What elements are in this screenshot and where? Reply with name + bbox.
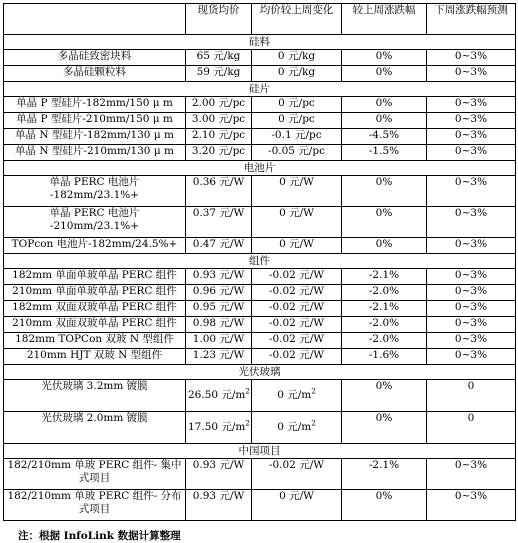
weekly-pct: 0% — [342, 66, 427, 82]
forecast: 0 — [427, 412, 516, 444]
forecast: 0~3% — [427, 301, 516, 317]
spot-price-value: 17.50 元/m — [188, 421, 246, 433]
table-row — [4, 66, 516, 82]
product-name: 182mm 双面双玻单晶 PERC 组件 — [4, 301, 186, 317]
forecast: 0~3% — [427, 66, 516, 82]
spot-price: 0.93 元/W — [186, 459, 252, 490]
table-row — [4, 285, 516, 301]
forecast: 0~3% — [427, 145, 516, 161]
weekly-change: -0.02 元/W — [252, 285, 342, 301]
product-name: 210mm 双面双玻单晶 PERC 组件 — [4, 317, 186, 333]
product-name: 单晶 P 型硅片-210mm/150 μ m — [4, 113, 186, 129]
section-row-pv-glass — [4, 365, 516, 380]
weekly-change-value: 0 元/m — [277, 389, 312, 401]
weekly-pct: -2.1% — [342, 269, 427, 285]
spot-price: 1.00 元/W — [186, 333, 252, 349]
spot-price: 2.10 元/pc — [186, 129, 252, 145]
spot-price: 2.00 元/pc — [186, 97, 252, 113]
unit-superscript: 2 — [245, 419, 250, 428]
section-row-china-projects — [4, 444, 516, 459]
weekly-pct: -4.5% — [342, 129, 427, 145]
product-name: 光伏玻璃 3.2mm 镀膜 — [4, 380, 186, 412]
table-row — [4, 113, 516, 129]
spot-price: 0.95 元/W — [186, 301, 252, 317]
forecast: 0~3% — [427, 207, 516, 238]
forecast: 0~3% — [427, 129, 516, 145]
forecast: 0~3% — [427, 490, 516, 521]
weekly-change: 0 元/pc — [252, 97, 342, 113]
weekly-change: -0.05 元/pc — [252, 145, 342, 161]
spot-price: 1.23 元/W — [186, 349, 252, 365]
weekly-change: 0 元/pc — [252, 113, 342, 129]
weekly-change: 0 元/W — [252, 238, 342, 254]
forecast: 0~3% — [427, 333, 516, 349]
price-table — [3, 3, 516, 521]
product-name: TOPcon 电池片-182mm/24.5%+ — [4, 238, 186, 254]
weekly-change: -0.02 元/W — [252, 317, 342, 333]
weekly-change — [252, 412, 342, 444]
weekly-pct: -1.6% — [342, 349, 427, 365]
weekly-pct: 0% — [342, 97, 427, 113]
weekly-pct: 0% — [342, 176, 427, 207]
weekly-change: 0 元/kg — [252, 50, 342, 66]
spot-price: 3.20 元/pc — [186, 145, 252, 161]
forecast: 0~3% — [427, 97, 516, 113]
weekly-change: -0.02 元/W — [252, 333, 342, 349]
section-title: 硅片 — [4, 82, 516, 97]
table-row — [4, 412, 516, 444]
header-cell-empty — [4, 4, 186, 35]
forecast: 0 — [427, 380, 516, 412]
weekly-pct: 0% — [342, 238, 427, 254]
spot-price: 0.47 元/W — [186, 238, 252, 254]
weekly-pct: 0% — [342, 207, 427, 238]
unit-superscript: 2 — [311, 419, 316, 428]
header-weekly-change: 均价较上周变化 — [252, 4, 342, 35]
table-row — [4, 238, 516, 254]
product-name: 182/210mm 单玻 PERC 组件- 集中式项目 — [4, 459, 186, 490]
weekly-pct: -2.0% — [342, 285, 427, 301]
spot-price — [186, 380, 252, 412]
forecast: 0~3% — [427, 50, 516, 66]
section-title: 硅料 — [4, 35, 516, 50]
spot-price: 65 元/kg — [186, 50, 252, 66]
forecast: 0~3% — [427, 349, 516, 365]
section-row-polysilicon — [4, 35, 516, 50]
table-row — [4, 333, 516, 349]
unit-superscript: 2 — [245, 387, 250, 396]
table-row — [4, 459, 516, 490]
table-row — [4, 349, 516, 365]
header-weekly-pct: 较上周涨跌幅 — [342, 4, 427, 35]
forecast: 0~3% — [427, 113, 516, 129]
product-name: 多晶硅颗粒料 — [4, 66, 186, 82]
table-row — [4, 380, 516, 412]
spot-price: 0.98 元/W — [186, 317, 252, 333]
forecast: 0~3% — [427, 269, 516, 285]
product-name: 单晶 N 型硅片-182mm/130 μ m — [4, 129, 186, 145]
weekly-change: 0 元/W — [252, 490, 342, 521]
header-next-week-forecast: 下周涨跌幅预测 — [427, 4, 516, 35]
forecast: 0~3% — [427, 176, 516, 207]
table-row — [4, 207, 516, 238]
forecast: 0~3% — [427, 285, 516, 301]
product-name: 210mm HJT 双玻 N 型组件 — [4, 349, 186, 365]
forecast: 0~3% — [427, 459, 516, 490]
weekly-pct: -2.1% — [342, 459, 427, 490]
spot-price — [186, 412, 252, 444]
product-name: 单晶 PERC 电池片 -182mm/23.1%+ — [4, 176, 186, 207]
section-row-module — [4, 254, 516, 269]
table-row — [4, 129, 516, 145]
product-name: 182mm 单面单玻单晶 PERC 组件 — [4, 269, 186, 285]
table-row — [4, 145, 516, 161]
weekly-change: 0 元/W — [252, 176, 342, 207]
forecast: 0~3% — [427, 317, 516, 333]
product-name: 多晶硅致密块料 — [4, 50, 186, 66]
product-name: 182mm TOPCon 双玻 N 型组件 — [4, 333, 186, 349]
weekly-change: -0.02 元/W — [252, 349, 342, 365]
table-row — [4, 317, 516, 333]
table-row — [4, 176, 516, 207]
section-row-cell — [4, 161, 516, 176]
price-table-container — [3, 3, 516, 521]
spot-price: 0.96 元/W — [186, 285, 252, 301]
weekly-change: -0.02 元/W — [252, 459, 342, 490]
spot-price: 0.93 元/W — [186, 269, 252, 285]
spot-price: 0.93 元/W — [186, 490, 252, 521]
section-title: 中国项目 — [4, 444, 516, 459]
weekly-pct: -1.5% — [342, 145, 427, 161]
table-row — [4, 301, 516, 317]
weekly-change-value: 0 元/m — [277, 421, 312, 433]
header-spot-price: 现货均价 — [186, 4, 252, 35]
weekly-change — [252, 380, 342, 412]
section-title: 电池片 — [4, 161, 516, 176]
unit-superscript: 2 — [311, 387, 316, 396]
table-row — [4, 269, 516, 285]
product-name: 单晶 N 型硅片-210mm/130 μ m — [4, 145, 186, 161]
product-name: 光伏玻璃 2.0mm 镀膜 — [4, 412, 186, 444]
forecast: 0~3% — [427, 238, 516, 254]
product-name: 210mm 单面单玻单晶 PERC 组件 — [4, 285, 186, 301]
product-name: 182/210mm 单玻 PERC 组件- 分布式项目 — [4, 490, 186, 521]
weekly-pct: 0% — [342, 113, 427, 129]
section-row-wafer — [4, 82, 516, 97]
table-row — [4, 490, 516, 521]
footnote: 注：根据 InfoLink 数据计算整理 — [18, 530, 181, 542]
product-name: 单晶 PERC 电池片 -210mm/23.1%+ — [4, 207, 186, 238]
section-title: 光伏玻璃 — [4, 365, 516, 380]
weekly-pct: 0% — [342, 490, 427, 521]
weekly-pct: 0% — [342, 380, 427, 412]
spot-price-value: 26.50 元/m — [188, 389, 246, 401]
weekly-pct: -2.0% — [342, 333, 427, 349]
weekly-pct: 0% — [342, 50, 427, 66]
weekly-pct: 0% — [342, 412, 427, 444]
weekly-pct: -2.1% — [342, 301, 427, 317]
weekly-change: 0 元/kg — [252, 66, 342, 82]
table-row — [4, 97, 516, 113]
spot-price: 0.36 元/W — [186, 176, 252, 207]
weekly-change: -0.02 元/W — [252, 269, 342, 285]
header-row — [4, 4, 516, 35]
spot-price: 3.00 元/pc — [186, 113, 252, 129]
weekly-pct: -2.0% — [342, 317, 427, 333]
weekly-change: -0.02 元/W — [252, 301, 342, 317]
spot-price: 59 元/kg — [186, 66, 252, 82]
weekly-change: 0 元/W — [252, 207, 342, 238]
spot-price: 0.37 元/W — [186, 207, 252, 238]
product-name: 单晶 P 型硅片-182mm/150 μ m — [4, 97, 186, 113]
weekly-change: -0.1 元/pc — [252, 129, 342, 145]
table-row — [4, 50, 516, 66]
section-title: 组件 — [4, 254, 516, 269]
